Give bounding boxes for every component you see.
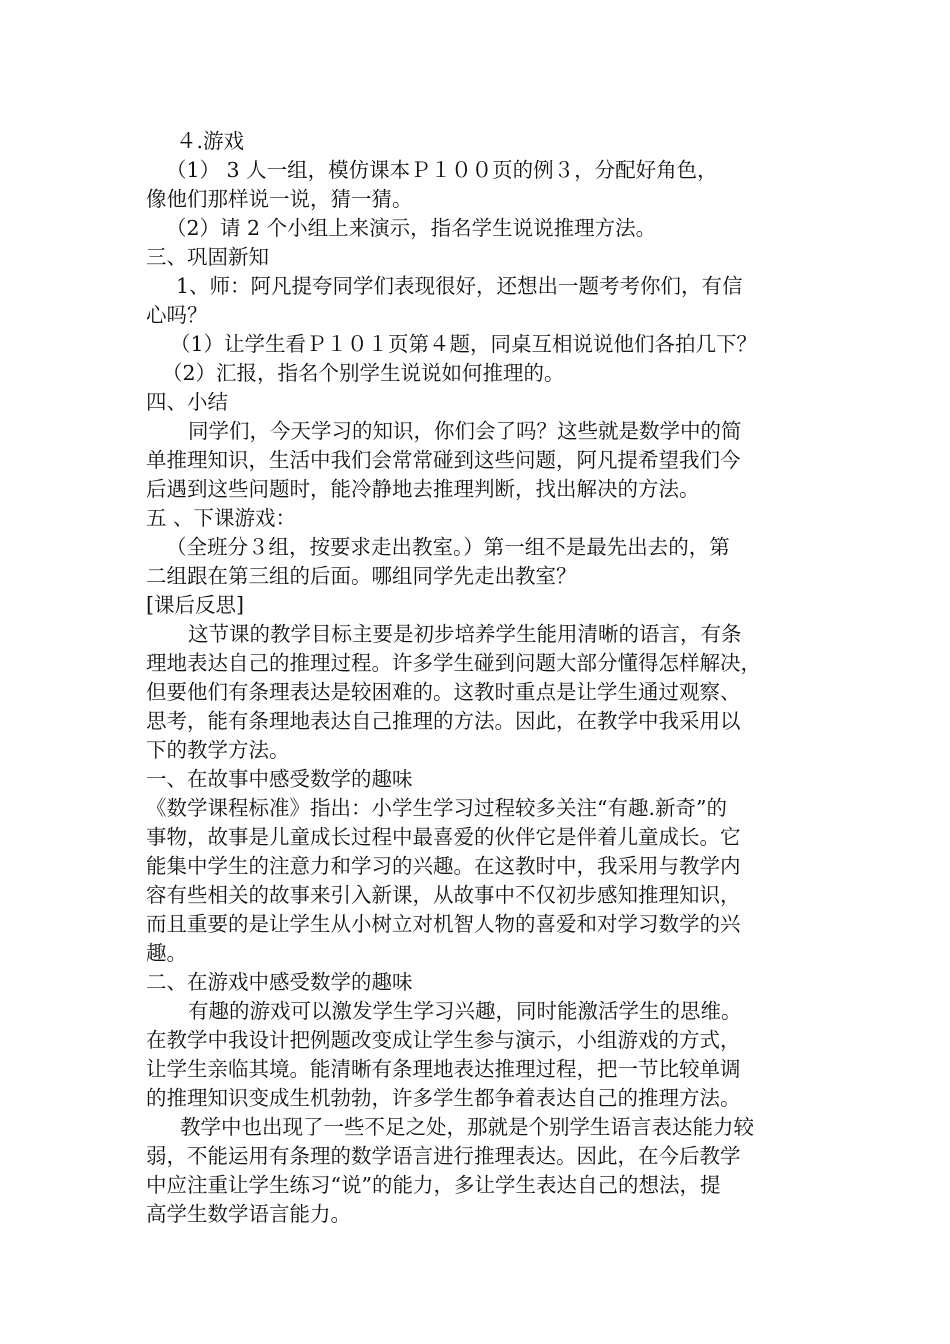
text-line: 容有些相关的故事来引入新课，从故事中不仅初步感知推理知识， xyxy=(146,883,741,907)
section-heading: 二、在游戏中感受数学的趣味 xyxy=(146,970,413,994)
text-line: （1）让学生看Ｐ１０１页第４题，同桌互相说说他们各拍几下？ xyxy=(170,332,758,356)
text-line: 趣。 xyxy=(146,941,187,965)
text-line: 但要他们有条理表达是较困难的。这教时重点是让学生通过观察、 xyxy=(146,680,741,704)
text-line: 理地表达自己的推理过程。许多学生碰到问题大部分懂得怎样解决， xyxy=(146,651,761,675)
text-line: 思考，能有条理地表达自己推理的方法。因此，在教学中我采用以 xyxy=(146,709,741,733)
text-line: 下的教学方法。 xyxy=(146,738,290,762)
text-line: 《数学课程标准》指出：小学生学习过程较多关注“有趣.新奇”的 xyxy=(146,796,727,820)
text-line: （1） 3 人一组，模仿课本Ｐ１００页的例３，分配好角色， xyxy=(166,158,718,182)
section-heading: 三、巩固新知 xyxy=(146,245,269,269)
section-heading: 五 、下课游戏： xyxy=(146,506,297,530)
text-line: （2）汇报，指名个别学生说说如何推理的。 xyxy=(162,361,565,385)
text-line: 有趣的游戏可以激发学生学习兴趣，同时能激活学生的思维。 xyxy=(188,999,742,1023)
section-heading: 四、小结 xyxy=(146,390,228,414)
text-line: 1、师：阿凡提夸同学们表现很好，还想出一题考考你们，有信 xyxy=(176,274,743,298)
text-line: 而且重要的是让学生从小树立对机智人物的喜爱和对学习数学的兴 xyxy=(146,912,741,936)
text-line: （2）请 2 个小组上来演示，指名学生说说推理方法。 xyxy=(166,216,657,240)
text-line: 高学生数学语言能力。 xyxy=(146,1202,351,1226)
section-heading: 一、在故事中感受数学的趣味 xyxy=(146,767,413,791)
text-line: 单推理知识，生活中我们会常常碰到这些问题，阿凡提希望我们今 xyxy=(146,448,741,472)
text-line: 这节课的教学目标主要是初步培养学生能用清晰的语言，有条 xyxy=(188,622,742,646)
text-line: 心吗？ xyxy=(146,303,208,327)
text-line: （全班分３组，按要求走出教室。）第一组不是最先出去的，第 xyxy=(166,535,730,559)
text-line: 在教学中我设计把例题改变成让学生参与演示，小组游戏的方式， xyxy=(146,1028,741,1052)
section-heading: [课后反思] xyxy=(146,593,244,617)
heading-game: ４.游戏 xyxy=(176,129,245,153)
text-line: 中应注重让学生练习“说”的能力，多让学生表达自己的想法，提 xyxy=(146,1173,721,1197)
text-line: 教学中也出现了一些不足之处，那就是个别学生语言表达能力较 xyxy=(180,1115,754,1139)
text-line: 的推理知识变成生机勃勃，许多学生都争着表达自己的推理方法。 xyxy=(146,1086,741,1110)
text-line: 同学们，今天学习的知识，你们会了吗？这些就是数学中的简 xyxy=(188,419,742,443)
text-line: 像他们那样说一说，猜一猜。 xyxy=(146,187,413,211)
text-line: 二组跟在第三组的后面。哪组同学先走出教室？ xyxy=(146,564,577,588)
text-line: 弱，不能运用有条理的数学语言进行推理表达。因此，在今后教学 xyxy=(146,1144,741,1168)
text-line: 能集中学生的注意力和学习的兴趣。在这教时中，我采用与教学内 xyxy=(146,854,741,878)
text-line: 让学生亲临其境。能清晰有条理地表达推理过程，把一节比较单调 xyxy=(146,1057,741,1081)
text-line: 事物，故事是儿童成长过程中最喜爱的伙伴它是伴着儿童成长。它 xyxy=(146,825,741,849)
text-line: 后遇到这些问题时，能冷静地去推理判断，找出解决的方法。 xyxy=(146,477,700,501)
